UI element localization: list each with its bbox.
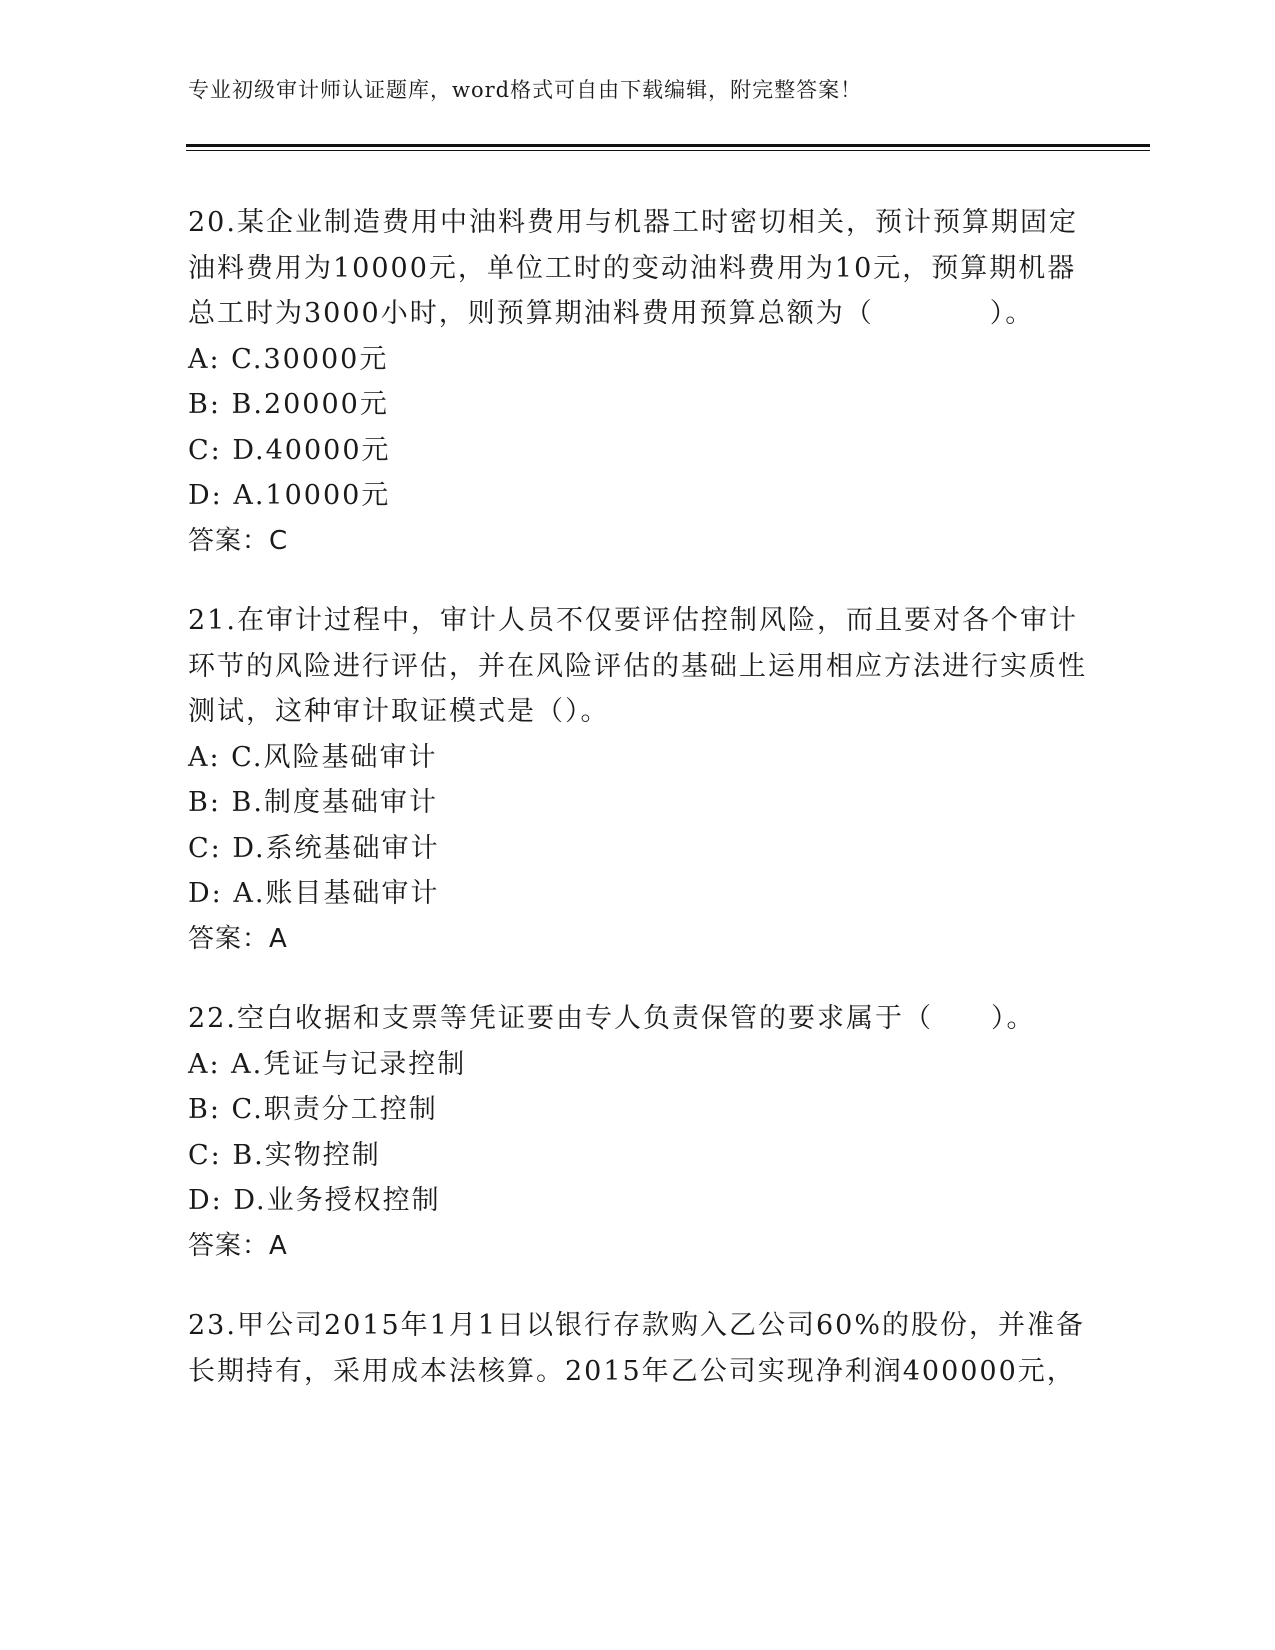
question-23 xyxy=(188,1303,1088,1394)
answer-line: 答案：A xyxy=(188,1230,288,1261)
page-header: 专业初级审计师认证题库，word格式可自由下载编辑，附完整答案！ xyxy=(188,78,863,102)
option-b: B: C.职责分工控制 xyxy=(188,1094,438,1125)
option-c: C: D.40000元 xyxy=(188,434,391,466)
question-21 xyxy=(188,598,1088,962)
question-stem: 20.某企业制造费用中油料费用与机器工时密切相关，预计预算期固定油料费用为10000元，单位工时的变动油料费用为10元，预算期机器总工时为3000小时，则预算期油料费用预算总额为（ ）。 xyxy=(188,207,1078,329)
option-a: A: C.风险基础审计 xyxy=(188,741,438,773)
option-a: A: C.30000元 xyxy=(188,343,389,375)
header-divider-thin xyxy=(186,150,1150,151)
question-stem: 23.甲公司2015年1月1日以银行存款购入乙公司60%的股份，并准备长期持有，采用成本法核算。2015年乙公司实现净利润400000元， xyxy=(188,1310,1086,1387)
option-d: D: A.账目基础审计 xyxy=(188,878,440,909)
question-22 xyxy=(188,996,1088,1269)
option-b: B: B.制度基础审计 xyxy=(188,787,438,818)
option-b: B: B.20000元 xyxy=(188,389,389,420)
answer-line: 答案：A xyxy=(188,923,288,954)
option-d: D: A.10000元 xyxy=(188,480,391,511)
option-c: C: D.系统基础审计 xyxy=(188,832,440,864)
question-stem: 22.空白收据和支票等凭证要由专人负责保管的要求属于（ ）。 xyxy=(188,1003,1036,1034)
option-a: A: A.凭证与记录控制 xyxy=(188,1048,467,1080)
header-divider-thick xyxy=(186,144,1150,147)
answer-line: 答案：C xyxy=(188,525,289,556)
question-list xyxy=(188,200,1088,1428)
question-20 xyxy=(188,200,1088,564)
option-c: C: B.实物控制 xyxy=(188,1139,381,1171)
question-stem: 21.在审计过程中，审计人员不仅要评估控制风险，而且要对各个审计环节的风险进行评估，并在风险评估的基础上运用相应方法进行实质性测试，这种审计取证模式是（）。 xyxy=(188,605,1087,727)
option-d: D: D.业务授权控制 xyxy=(188,1185,441,1216)
